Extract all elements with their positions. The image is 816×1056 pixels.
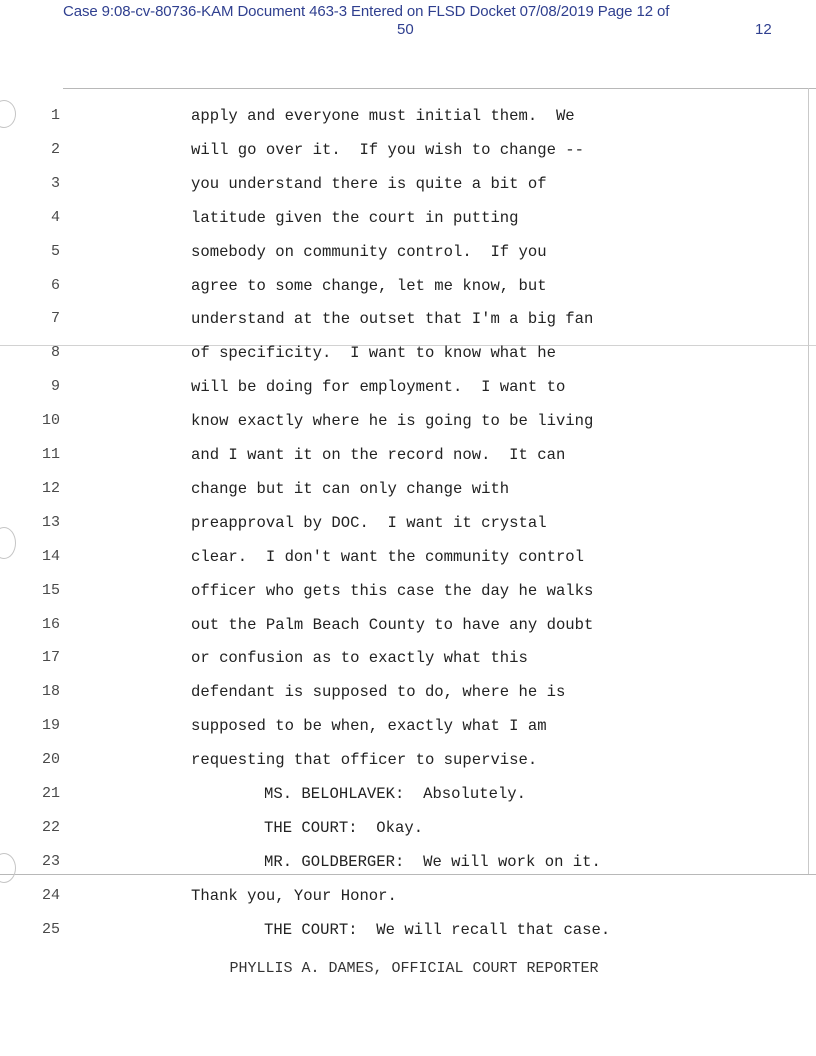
docket-header: [0, 0, 816, 56]
transcript-line: [0, 209, 816, 233]
transcript-line: [0, 921, 816, 945]
line-text: Thank you, Your Honor.: [191, 886, 397, 905]
transcript-line: [0, 582, 816, 606]
line-text: THE COURT: Okay.: [264, 818, 424, 837]
line-number: 6: [50, 276, 60, 294]
line-text: will be doing for employment. I want to: [191, 378, 566, 397]
transcript-line: [0, 378, 816, 402]
transcript-page-number: 12: [755, 21, 772, 38]
transcript-line: [0, 683, 816, 707]
line-number: 10: [41, 412, 60, 430]
transcript-line: [0, 243, 816, 267]
line-number: 20: [41, 751, 60, 769]
line-number: 13: [41, 513, 60, 531]
line-text: of specificity. I want to know what he: [191, 344, 556, 363]
transcript-line: [0, 616, 816, 640]
line-text: know exactly where he is going to be living: [191, 412, 594, 431]
line-text: out the Palm Beach County to have any doubt: [191, 615, 594, 634]
transcript-line: [0, 785, 816, 809]
court-reporter-footer: PHYLLIS A. DAMES, OFFICIAL COURT REPORTER: [229, 960, 599, 977]
transcript-line: [0, 277, 816, 301]
transcript-line: [0, 141, 816, 165]
line-number: 1: [50, 107, 60, 124]
line-text: MS. BELOHLAVEK: Absolutely.: [264, 785, 527, 803]
transcript-line: [0, 175, 816, 199]
line-number: 3: [50, 174, 60, 192]
transcript-line: [0, 446, 816, 470]
line-text: requesting that officer to supervise.: [191, 751, 538, 770]
transcript-line: [0, 717, 816, 741]
line-text: change but it can only change with: [191, 479, 510, 498]
line-text: supposed to be when, exactly what I am: [191, 717, 547, 736]
transcript-line: [0, 344, 816, 368]
line-text: clear. I don't want the community control: [191, 547, 585, 566]
line-text: latitude given the court in putting: [191, 208, 519, 227]
transcript-line: [0, 514, 816, 538]
line-text: preapproval by DOC. I want it crystal: [191, 513, 547, 532]
line-text: and I want it on the record now. It can: [191, 446, 566, 464]
line-number: 2: [50, 140, 60, 158]
line-text: understand at the outset that I'm a big fan: [191, 310, 594, 329]
line-number: 12: [41, 479, 60, 497]
transcript-line: [0, 887, 816, 911]
line-text: or confusion as to exactly what this: [191, 649, 528, 668]
line-text: you understand there is quite a bit of: [191, 174, 547, 193]
transcript-line: [0, 751, 816, 775]
line-number: 18: [41, 683, 60, 701]
line-number: 17: [41, 649, 60, 667]
line-number: 22: [41, 818, 60, 836]
transcript-line: [0, 480, 816, 504]
line-text: apply and everyone must initial them. We: [191, 107, 575, 125]
top-rule: [63, 88, 816, 89]
line-number: 24: [41, 886, 60, 904]
line-number: 19: [41, 717, 60, 735]
line-number: 4: [50, 208, 60, 226]
transcript-line: [0, 649, 816, 673]
line-number: 7: [50, 310, 60, 328]
transcript-line: [0, 819, 816, 843]
line-text: defendant is supposed to do, where he is: [191, 683, 566, 702]
line-number: 9: [50, 378, 60, 396]
transcript-line: [0, 310, 816, 334]
line-text: THE COURT: We will recall that case.: [264, 920, 611, 939]
transcript-line: [0, 107, 816, 131]
line-number: 15: [41, 581, 60, 599]
line-text: agree to some change, let me know, but: [191, 276, 547, 295]
line-number: 16: [41, 615, 60, 633]
transcript-line: [0, 853, 816, 877]
docket-total-pages: 50: [397, 21, 414, 38]
line-number: 23: [41, 852, 60, 870]
line-number: 25: [41, 920, 60, 938]
docket-stamp-line: Case 9:08-cv-80736-KAM Document 463-3 Entered on FLSD Docket 07/08/2019 Page 12 of: [63, 3, 670, 20]
line-number: 5: [50, 242, 60, 260]
transcript-line: [0, 548, 816, 572]
line-number: 21: [41, 785, 60, 802]
line-text: MR. GOLDBERGER: We will work on it.: [264, 852, 601, 871]
line-number: 14: [41, 547, 60, 565]
line-number: 8: [50, 344, 60, 362]
line-text: will go over it. If you wish to change --: [191, 140, 585, 159]
line-text: somebody on community control. If you: [191, 242, 547, 261]
line-number: 11: [41, 446, 60, 463]
line-text: officer who gets this case the day he walks: [191, 581, 594, 600]
transcript-line: [0, 412, 816, 436]
